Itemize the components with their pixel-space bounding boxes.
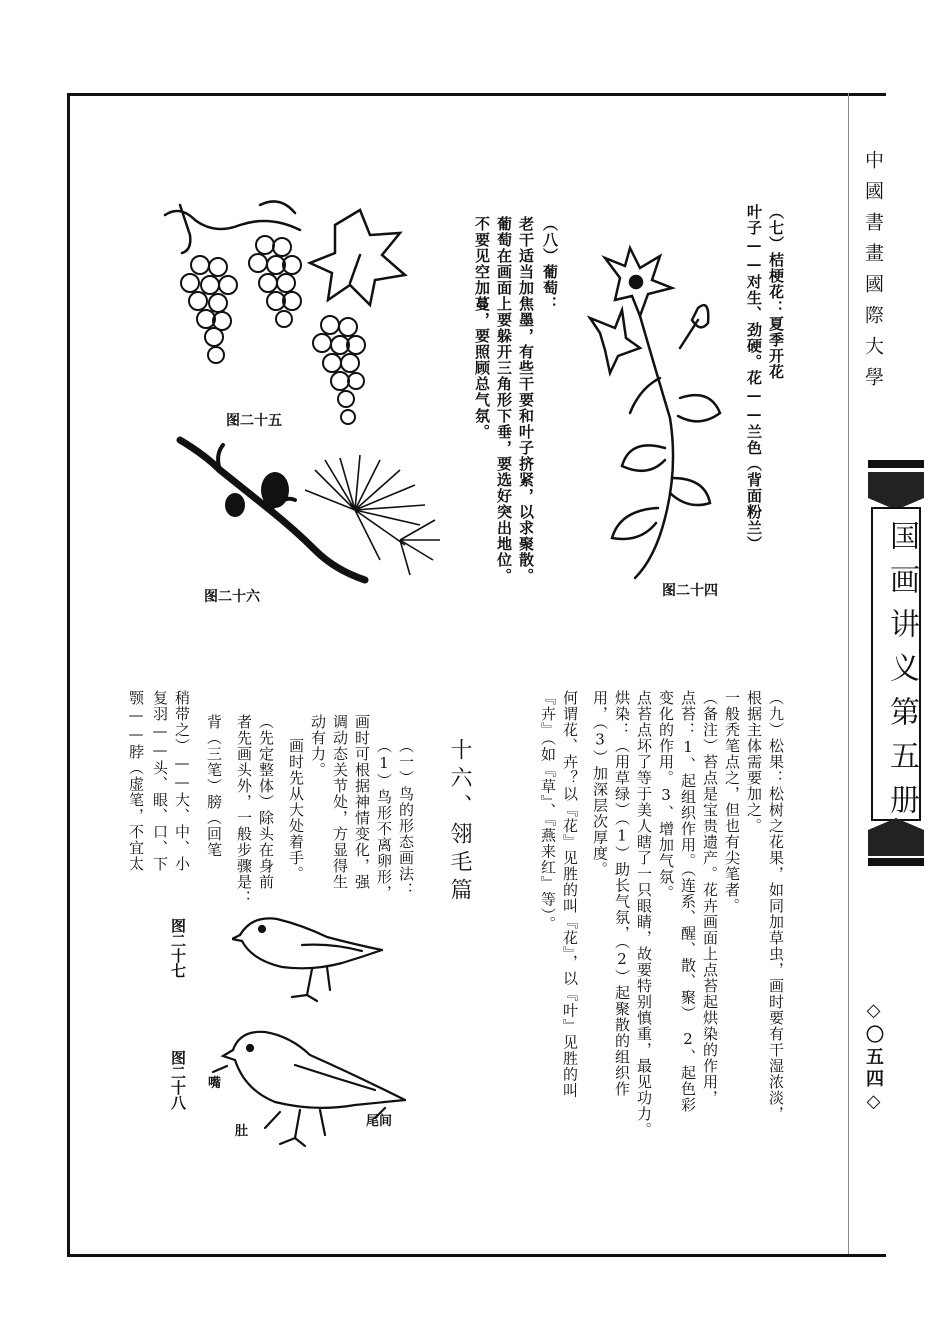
text-line-6: 变化的作用。3、增加气氛。 [657,690,675,901]
figure-26-caption: 图二十六 [204,589,260,605]
bird-sketch-small [232,905,392,1010]
item8-text-2: 葡萄在画面上要躲开三角形下垂，要选好突出地位。 [495,216,513,584]
belly-label: 肚 [235,1124,249,1139]
item8-text-3: 不要见空加蔓，要照顾总气氛。 [473,216,491,440]
figure-24-caption: 图二十四 [662,583,718,599]
text-line-3: 一般秃笔点之，但也有尖笔者。 [723,690,741,914]
sidebar-divider [848,93,849,1254]
text-line-10: 何谓花、卉？以『花』见胜的叫『花』，以『叶』见胜的叫 [561,690,579,1099]
tail-label: 尾间 [366,1114,393,1129]
volume-title: 国画讲义第五册 [884,520,919,828]
bird-line-10: 稍带之）——大、中、小 [173,690,191,872]
beak-label: 嘴 [208,1076,222,1091]
bird-line-11: 复羽——头、眼、口、下 [151,690,169,872]
text-line-5: 点苔：1、起组织作用。（连系、醒、散、聚） 2、起色彩 [679,690,697,1113]
text-line-1: （九）松果：松树之花果，如同加草虫，画时要有干湿浓淡， [767,690,785,1122]
figure-27-caption: 图二十七 [169,918,187,978]
bird-line-6: 画时先从大处着手。 [287,738,305,882]
figure-25-caption: 图二十五 [226,413,282,429]
bellflower-illustration [560,238,735,583]
item7-text: 叶子——对生、劲硬。花——兰色（背面粉兰） [745,204,763,552]
bird-line-5: 动有力。 [309,714,327,778]
bird-line-4: 调动态关节处，方显得生 [331,714,349,890]
bird-line-12: 颚——脖（虚笔，不宜太 [127,690,145,872]
bird-line-9: 背（三笔）膀（回笔 [205,714,223,858]
series-title: 中國書畫國際大學 [862,150,884,398]
item7-title: （七）桔梗花：夏季开花 [767,204,785,380]
bird-line-1: （一）鸟的形态画法： [397,738,415,898]
item8-text-1: 老干适当加焦墨，有些干要和叶子挤紧，以求聚散。 [517,216,535,584]
page-number: ◇〇五四◇ [863,1000,884,1116]
item8-title: （八）葡萄： [541,216,559,312]
bird-sketch-labeled [205,1020,420,1165]
text-line-4: （备注）苔点是宝贵遗产。花卉画面上点苔起烘染的作用， [701,690,719,1106]
text-line-8: 烘染：（用草绿）（1）助长气氛，（2）起聚散的组织作 [613,690,631,1097]
bird-line-2: （1）鸟形不离卵形， [375,738,393,901]
text-line-7: 点苔点坏了等于美人瞎了一只眼睛，故要特别慎重，最见功力。 [635,690,653,1138]
text-line-9: 用，（3）加深层次厚度。 [591,690,609,878]
text-line-11: 『卉』（如『草』、『燕来红』等）。 [539,690,557,932]
pine-branch-illustration [175,430,450,590]
bird-line-3: 画时可根据神情变化，强 [353,714,371,890]
bird-line-7: （先定整体）除头在身前 [257,714,275,890]
figure-28-caption: 图二十八 [169,1050,187,1110]
grapes-illustration [160,195,420,440]
section-heading: 十六、翎毛篇 [447,738,472,906]
bird-line-8: 者先画头外，一般步骤是： [235,714,253,906]
text-line-2: 根据主体需要加之。 [745,690,763,834]
